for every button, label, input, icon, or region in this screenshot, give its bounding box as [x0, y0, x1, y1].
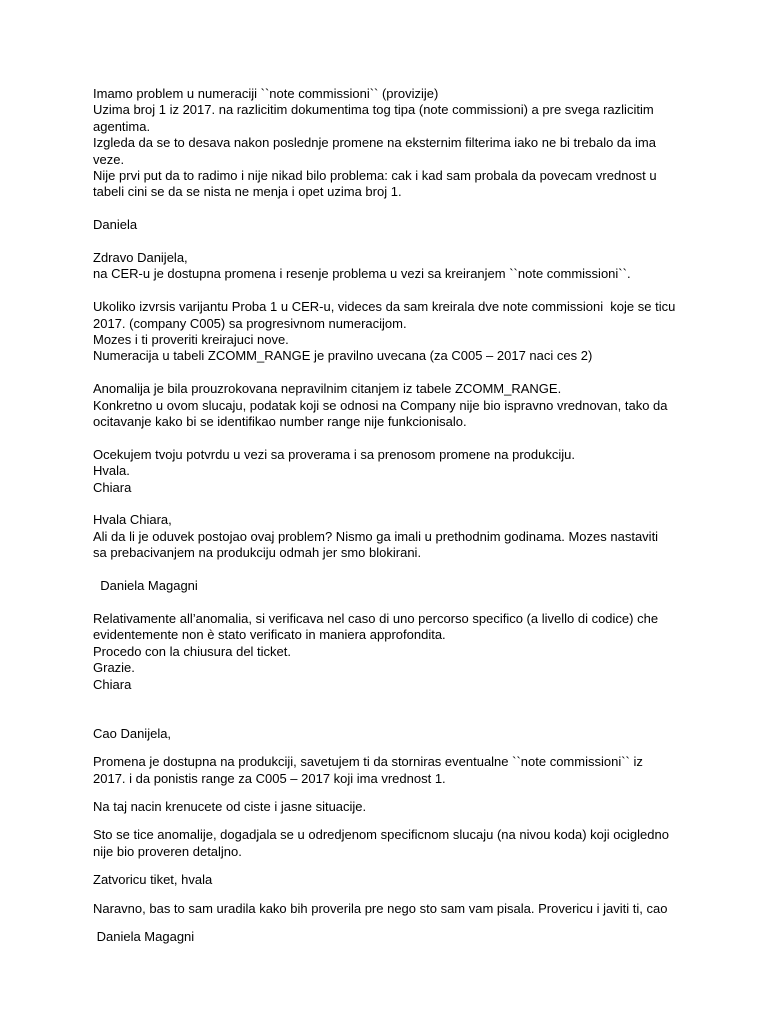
blank-line [93, 709, 678, 725]
text-line: Naravno, bas to sam uradila kako bih proverila pre nego sto sam vam pisala. Provericu i javiti ti, cao [93, 900, 668, 916]
paragraph-gap [93, 917, 678, 929]
text-line: 2017. i da ponistis range za C005 – 2017 koji ima vrednost 1. [93, 770, 446, 786]
paragraph-gap [93, 742, 678, 754]
paragraph-gap [93, 860, 678, 872]
paragraph [93, 381, 678, 430]
paragraph [93, 447, 678, 496]
blank-line [93, 693, 678, 709]
blank-line [93, 234, 678, 250]
text-line: Hvala. [93, 463, 130, 479]
text-line: tabeli cini se da se nista ne menja i opet uzima broj 1. [93, 184, 402, 200]
text-line: Procedo con la chiusura del ticket. [93, 643, 291, 659]
message-reply-2 [93, 512, 678, 561]
blank-line [93, 562, 678, 578]
message-initial [93, 86, 678, 201]
paragraph-gap [93, 815, 678, 827]
signature-chiara: Chiara [93, 479, 132, 495]
message-reply-3 [93, 611, 678, 693]
message-reply-4 [93, 726, 678, 946]
text-line: Konkretno u ovom slucaju, podatak koji se odnosi na Company nije bio ispravno vrednovan, tako da [93, 397, 668, 413]
text-line: Na taj nacin krenucete od ciste i jasne situacije. [93, 798, 367, 814]
paragraph-gap [93, 787, 678, 799]
greeting: Zdravo Danijela, [93, 250, 188, 266]
paragraph-gap [93, 889, 678, 901]
text-line: Ali da li je oduvek postojao ovaj problem? Nismo ga imali u prethodnim godinama. Mozes nastaviti [93, 528, 659, 544]
text-line: sa prebacivanjem na produkciju odmah jer smo blokirani. [93, 545, 422, 561]
text-line: Grazie. [93, 660, 135, 676]
signature-daniela: Daniela [93, 217, 138, 233]
text-line: Ocekujem tvoju potvrdu u vezi sa proverama i sa prenosom promene na produkciju. [93, 446, 575, 462]
blank-line [93, 594, 678, 610]
text-line: Numeracija u tabeli ZCOMM_RANGE je pravilno uvecana (za C005 – 2017 naci ces 2) [93, 348, 593, 364]
text-line: agentima. [93, 118, 151, 134]
greeting: Hvala Chiara, [93, 512, 172, 528]
text-line: ocitavanje kako bi se identifikao number range nije funkcionisalo. [93, 414, 467, 430]
text-line: Imamo problem u numeraciji ``note commissioni`` (provizije) [93, 86, 439, 101]
text-line: Mozes i ti proveriti kreirajuci nove. [93, 332, 289, 348]
text-line: na CER-u je dostupna promena i resenje problema u vezi sa kreiranjem ``note commissioni``. [93, 266, 631, 282]
blank-line [93, 283, 678, 299]
text-line: evidentemente non è stato verificato in maniera approfondita. [93, 627, 446, 643]
text-line: Promena je dostupna na produkciji, savetujem ti da storniras eventualne ``note commissioni`` iz [93, 754, 643, 770]
text-line: Sto se tice anomalije, dogadjala se u odredjenom specificnom slucaju (na nivou koda) koji ocigledno [93, 827, 669, 843]
text-line: veze. [93, 151, 125, 167]
blank-line [93, 496, 678, 512]
text-line: Nije prvi put da to radimo i nije nikad bilo problema: cak i kad sam probala da povecam vrednost u [93, 168, 657, 184]
text-line: Relativamente all’anomalia, si verificava nel caso di uno percorso specifico (a livello di codice) che [93, 610, 659, 626]
text-line: 2017. (company C005) sa progresivnom numeracijom. [93, 315, 407, 331]
signature-daniela-magagni: Daniela Magagni [93, 578, 198, 594]
greeting: Cao Danijela, [93, 725, 172, 741]
blank-line [93, 430, 678, 446]
signature-daniela-magagni: Daniela Magagni [93, 928, 195, 944]
text-line: Zatvoricu tiket, hvala [93, 872, 213, 888]
blank-line [93, 365, 678, 381]
paragraph [93, 299, 678, 365]
text-line: Ukoliko izvrsis varijantu Proba 1 u CER-u, videces da sam kreirala dve note commissioni koje se ticu [93, 299, 676, 315]
signature-chiara: Chiara [93, 676, 132, 692]
text-line: Izgleda da se to desava nakon poslednje promene na eksternim filterima iako ne bi trebalo da ima [93, 135, 656, 151]
text-line: Uzima broj 1 iz 2017. na razlicitim dokumentima tog tipa (note commissioni) a pre svega razlicitim [93, 102, 654, 118]
text-line: Anomalija je bila prouzrokovana nepravilnim citanjem iz tabele ZCOMM_RANGE. [93, 381, 562, 397]
message-reply-1 [93, 250, 678, 283]
text-line: nije bio proveren detaljno. [93, 843, 242, 859]
blank-line [93, 201, 678, 217]
document-body [93, 86, 678, 945]
